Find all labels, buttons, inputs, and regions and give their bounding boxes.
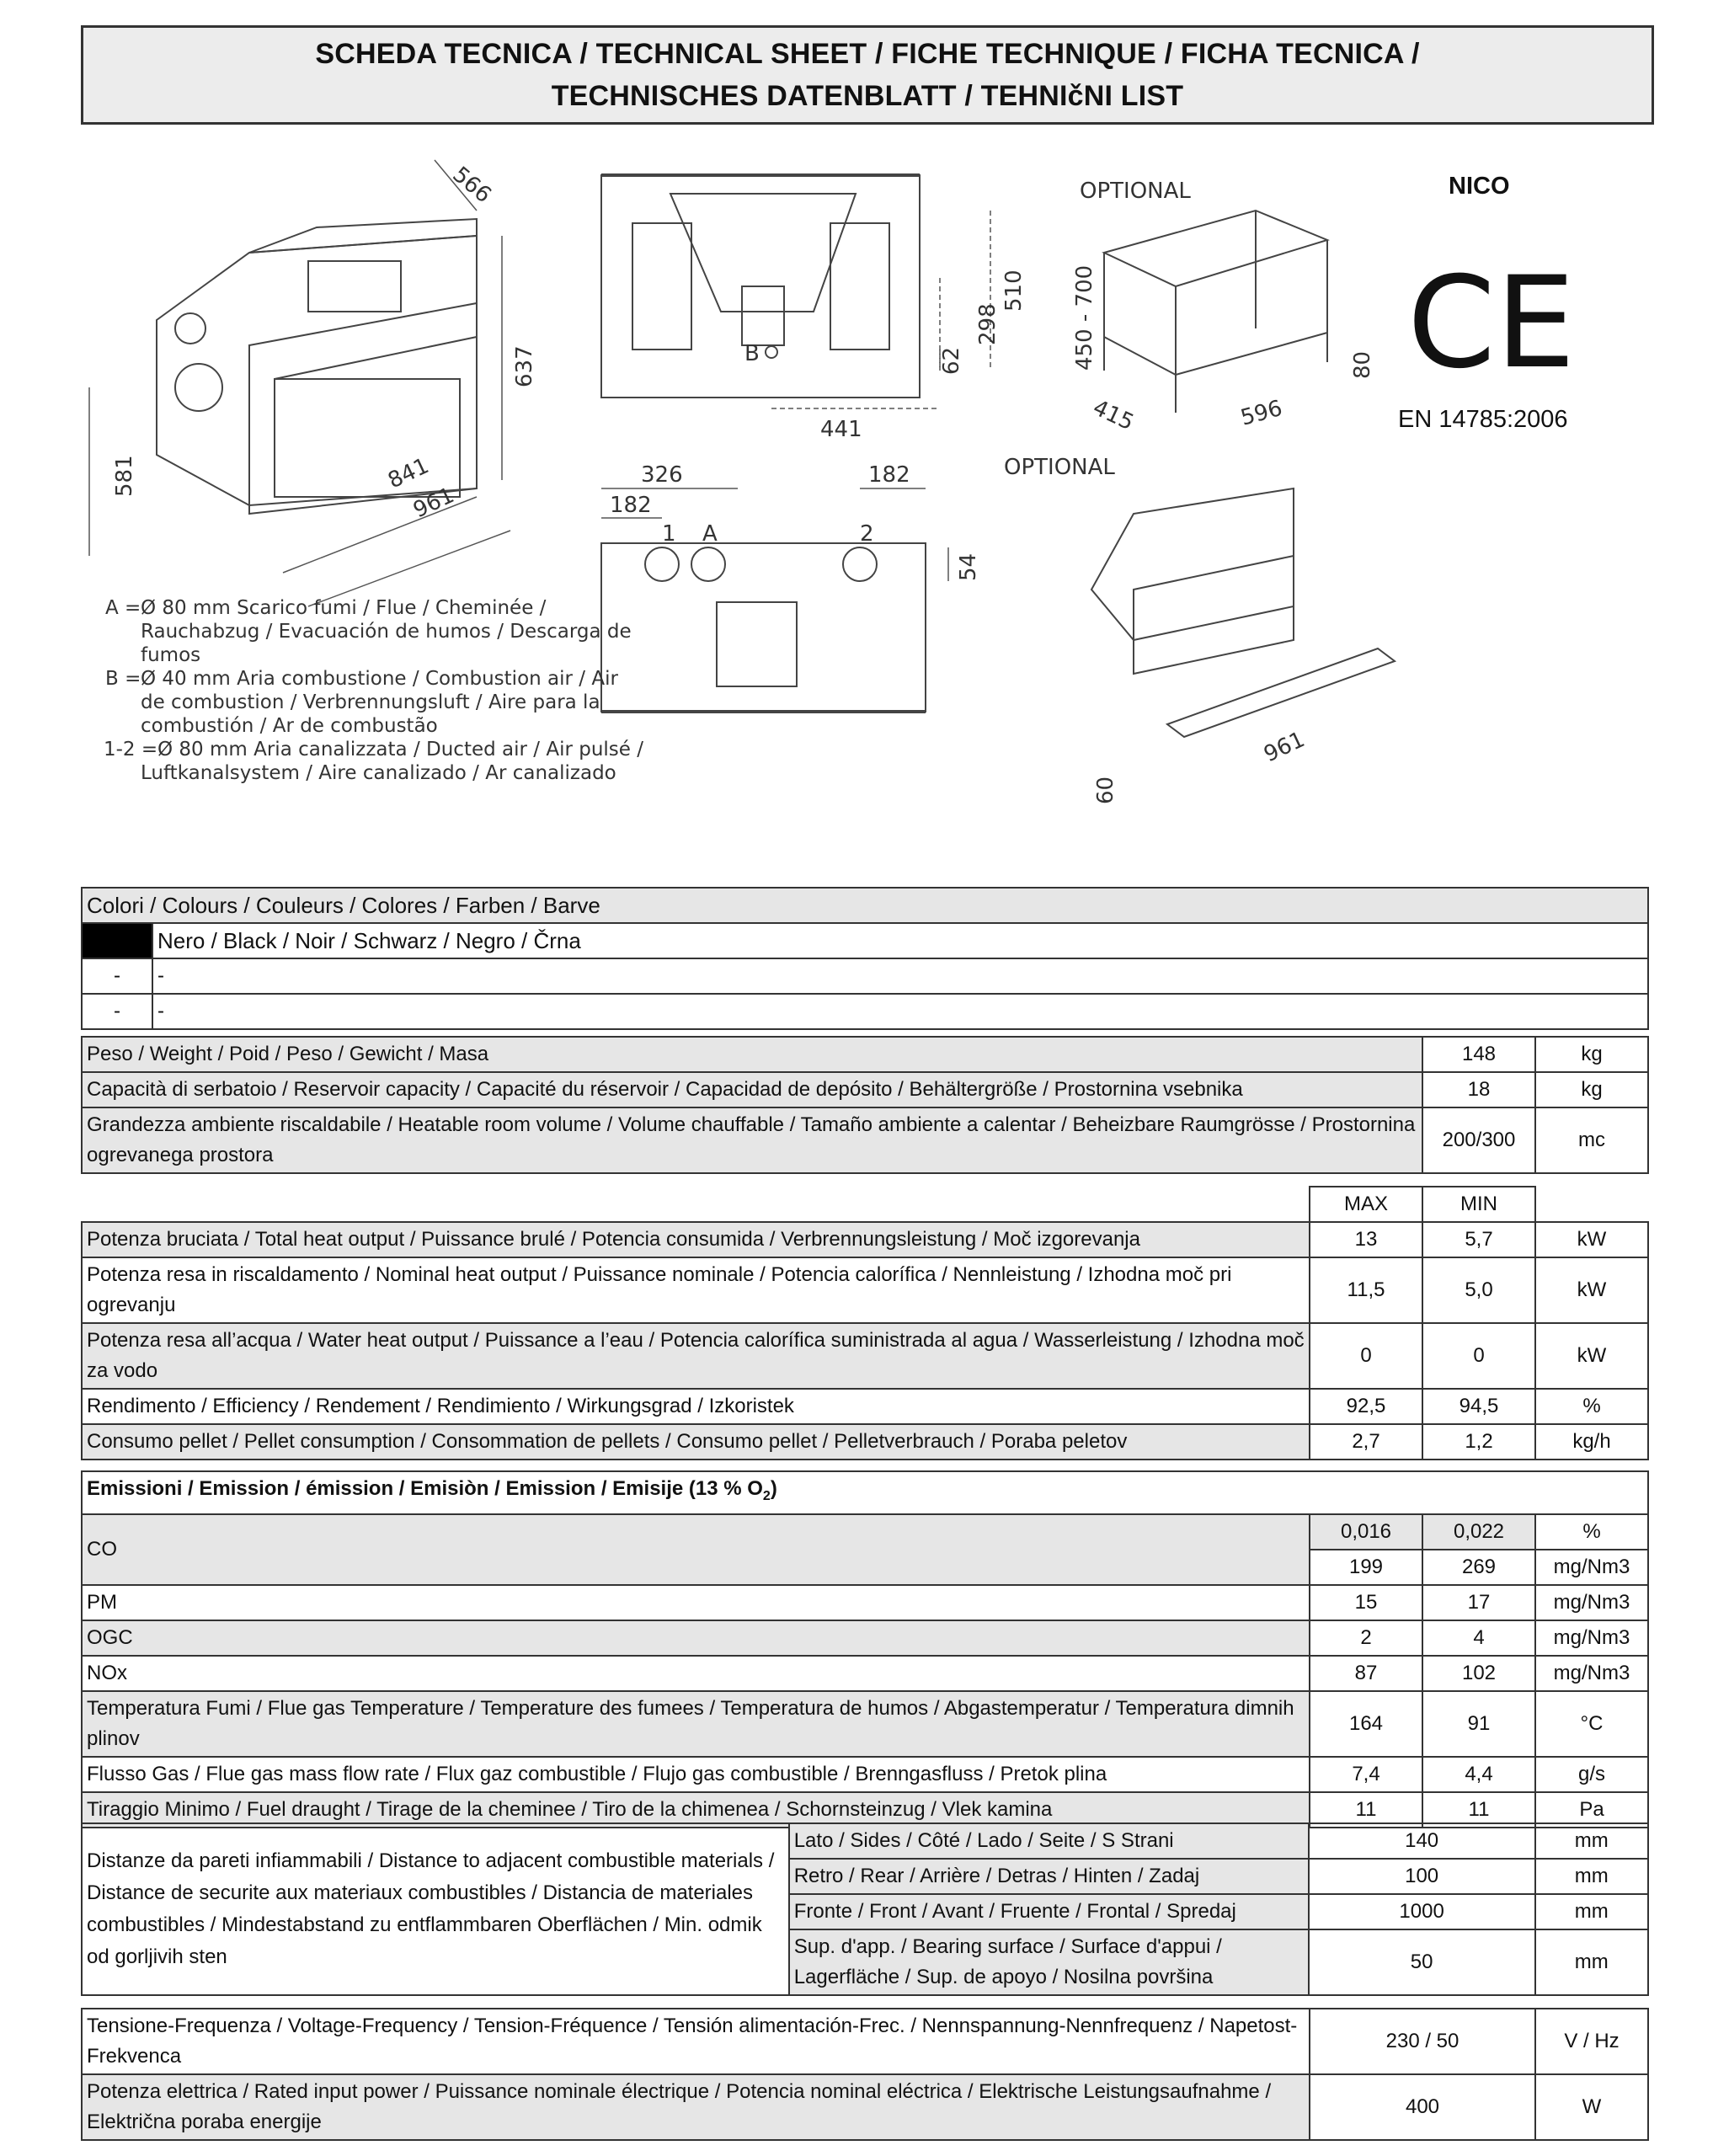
dim-326: 326 [641,462,683,488]
performance-max: 2,7 [1310,1424,1422,1460]
legend-item-b: B = Ø 40 mm Aria combustione / Combustion air / Air de combustion / Verbrennungsluft / Aire para la combustión / Ar de combustão [105,668,618,737]
dim-80: 80 [1350,350,1375,379]
colours-header: Colori / Colours / Couleurs / Colores / Farben / Barve [82,888,1648,923]
colour-label: Nero / Black / Noir / Schwarz / Negro / Črna [152,923,1648,958]
performance-unit: kg/h [1535,1424,1648,1460]
performance-label: Rendimento / Efficiency / Rendement / Rendimiento / Wirkungsgrad / Izkoristek [82,1389,1310,1424]
emission-unit: mg/Nm3 [1535,1656,1648,1691]
emission-co-min-mg: 269 [1422,1550,1535,1585]
emission-max: 15 [1310,1585,1422,1620]
performance-label: Potenza bruciata / Total heat output / Puissance brulé / Potencia consumida / Verbrennungsleistung / Moč izgorevanja [82,1222,1310,1257]
emission-unit: Pa [1535,1792,1648,1828]
performance-min: 5,7 [1422,1222,1535,1257]
emission-unit: g/s [1535,1757,1648,1792]
general-unit: kg [1535,1037,1648,1072]
norm-reference: EN 14785:2006 [1398,406,1568,433]
electrical-label: Tensione-Frequenza / Voltage-Frequency / Tension-Fréquence / Tensión alimentación-Frec. / Nennspannung-Nennfrequenz / Napetost-Frekvenca [82,2009,1310,2074]
emission-co-max-pct: 0,016 [1310,1514,1422,1550]
label-2: 2 [860,521,874,547]
emission-co-unit-pct: % [1535,1514,1648,1550]
front-view-dimensions [89,160,510,606]
distance-side: Sup. d'app. / Bearing surface / Surface d'appui / Lagerfläche / Sup. de apoyo / Nosilna površina [789,1929,1309,1995]
dim-510: 510 [1001,270,1027,312]
emissions-table [81,1470,1649,1828]
performance-max: 92,5 [1310,1389,1422,1424]
dim-182-right: 182 [868,462,910,488]
emission-label: Tiraggio Minimo / Fuel draught / Tirage de la cheminee / Tiro de la chimenea / Schornsteinzug / Vlek kamina [82,1792,1310,1828]
electrical-value: 230 / 50 [1310,2009,1535,2074]
emission-label: Flusso Gas / Flue gas mass flow rate / Flux gaz combustible / Flujo gas combustible / Brenngasfluss / Pretok plina [82,1757,1310,1792]
distances-label: Distanze da pareti infiammabili / Distance to adjacent combustible materials / Distance de securite aux materiaux combustibles / Distancia de materiales combustibles / Mindestabstand zu entflammbaren Oberflächen / Min. odmik od gorljivih sten [82,1823,789,1995]
general-label: Peso / Weight / Poid / Peso / Gewicht / Masa [82,1037,1422,1072]
emission-label: Temperatura Fumi / Flue gas Temperature / Temperature des fumees / Temperatura de humos / Abgastemperatur / Temperatura dimnih plinov [82,1691,1310,1757]
colour-swatch-empty: - [82,958,152,994]
emission-label: OGC [82,1620,1310,1656]
top-view-drawing [601,175,920,398]
general-value: 148 [1422,1037,1535,1072]
performance-min: 5,0 [1422,1257,1535,1323]
general-table [81,1036,1649,1174]
optional-frame-drawing [1091,488,1395,737]
sheet-title-line1: SCHEDA TECNICA / TECHNICAL SHEET / FICHE TECHNIQUE / FICHA TECNICA / [315,38,1420,70]
dim-415: 415 [1089,395,1138,436]
performance-unit: % [1535,1389,1648,1424]
general-label: Grandezza ambiente riscaldabile / Heatable room volume / Volume chauffable / Tamaño ambiente a calentar / Beheizbare Raumgrösse / Prostornina ogrevanega prostora [82,1107,1422,1173]
legend-item-a: A = Ø 80 mm Scarico fumi / Flue / Cheminée / Rauchabzug / Evacuación de humos / Descarga de fumos [105,597,632,666]
top-view-dimensions [771,211,990,408]
dim-637: 637 [512,345,537,387]
emission-min: 11 [1422,1792,1535,1828]
rear-view-dimensions [601,488,948,581]
optional-stand-drawing [1104,211,1327,413]
emission-label-co: CO [82,1514,1310,1585]
emission-max: 87 [1310,1656,1422,1691]
emission-co-min-pct: 0,022 [1422,1514,1535,1550]
sheet-title-line2: TECHNISCHES DATENBLATT / TEHNIčNI LIST [551,80,1184,112]
emission-min: 4 [1422,1620,1535,1656]
dim-450-700: 450 - 700 [1072,264,1097,371]
distance-unit: mm [1535,1894,1648,1929]
model-name: NICO [1449,173,1510,200]
performance-label: Potenza resa all’acqua / Water heat output / Puissance a l’eau / Potencia calorífica suministrada al agua / Wasserleistung / Izhodna moč za vodo [82,1323,1310,1389]
colour-label: - [152,958,1648,994]
colour-label: - [152,994,1648,1029]
distance-unit: mm [1535,1929,1648,1995]
general-unit: mc [1535,1107,1648,1173]
dim-596: 596 [1238,395,1285,431]
label-b: B [744,341,760,366]
emission-max: 11 [1310,1792,1422,1828]
performance-table [81,1186,1649,1460]
emission-max: 164 [1310,1691,1422,1757]
distance-unit: mm [1535,1823,1648,1859]
general-label: Capacità di serbatoio / Reservoir capacity / Capacité du réservoir / Capacidad de depósito / Behältergröße / Prostornina vsebnika [82,1072,1422,1107]
distance-value: 50 [1309,1929,1535,1995]
dim-581: 581 [112,455,137,497]
general-value: 200/300 [1422,1107,1535,1173]
legend-item-1-2: 1-2 = Ø 80 mm Aria canalizzata / Ducted air / Air pulsé / Luftkanalsystem / Aire canalizado / Ar canalizado [104,739,643,784]
dim-182-left: 182 [610,493,652,518]
col-min-header: MIN [1422,1187,1535,1222]
electrical-table [81,2008,1649,2141]
performance-label: Consumo pellet / Pellet consumption / Consommation de pellets / Consumo pellet / Pelletverbrauch / Poraba peletov [82,1424,1310,1460]
emission-label: PM [82,1585,1310,1620]
distance-value: 1000 [1309,1894,1535,1929]
col-max-header: MAX [1310,1187,1422,1222]
performance-min: 0 [1422,1323,1535,1389]
electrical-value: 400 [1310,2074,1535,2140]
emission-min: 4,4 [1422,1757,1535,1792]
general-unit: kg [1535,1072,1648,1107]
colours-table [81,887,1649,1030]
emission-unit: mg/Nm3 [1535,1620,1648,1656]
performance-unit: kW [1535,1323,1648,1389]
dim-961: 961 [409,483,458,524]
performance-unit: kW [1535,1222,1648,1257]
ce-mark: CE [1407,250,1576,397]
optional-stand-label: OPTIONAL [1080,179,1191,204]
dim-60: 60 [1093,776,1118,804]
dim-961-frame: 961 [1260,727,1309,768]
emission-min: 102 [1422,1656,1535,1691]
dim-441: 441 [820,417,862,442]
dim-298: 298 [975,303,1001,345]
emission-min: 17 [1422,1585,1535,1620]
electrical-unit: W [1535,2074,1648,2140]
distance-value: 100 [1309,1859,1535,1894]
dim-566: 566 [447,162,496,209]
emission-max: 2 [1310,1620,1422,1656]
distance-side: Retro / Rear / Arrière / Detras / Hinten / Zadaj [789,1859,1309,1894]
rear-view-drawing [601,543,926,712]
sheet-title-box [81,25,1654,125]
label-a: A [702,521,718,547]
dim-54: 54 [956,552,981,581]
label-1: 1 [662,521,676,547]
connections-legend [105,596,644,785]
emission-co-max-mg: 199 [1310,1550,1422,1585]
dim-841: 841 [384,453,433,494]
emissions-header: Emissioni / Emission / émission / Emisiòn / Emission / Emisije (13 % $O_2$) [82,1471,1648,1514]
emission-min: 91 [1422,1691,1535,1757]
performance-min: 1,2 [1422,1424,1535,1460]
emission-label: NOx [82,1656,1310,1691]
emission-unit: mg/Nm3 [1535,1585,1648,1620]
performance-max: 13 [1310,1222,1422,1257]
electrical-label: Potenza elettrica / Rated input power / Puissance nominale électrique / Potencia nominal eléctrica / Elektrische Leistungsaufnahme / Električna poraba energije [82,2074,1310,2140]
performance-label: Potenza resa in riscaldamento / Nominal heat output / Puissance nominale / Potencia calorífica / Nennleistung / Izhodna moč pri ogrevanju [82,1257,1310,1323]
distance-unit: mm [1535,1859,1648,1894]
performance-unit: kW [1535,1257,1648,1323]
distance-value: 140 [1309,1823,1535,1859]
colour-swatch-empty: - [82,994,152,1029]
emission-co-unit-mg: mg/Nm3 [1535,1550,1648,1585]
distance-side: Lato / Sides / Côté / Lado / Seite / S Strani [789,1823,1309,1859]
optional-frame-label: OPTIONAL [1004,455,1115,480]
performance-max: 11,5 [1310,1257,1422,1323]
colour-swatch-black [82,923,152,958]
general-value: 18 [1422,1072,1535,1107]
distances-table [81,1822,1649,1996]
distance-side: Fronte / Front / Avant / Fruente / Frontal / Spredaj [789,1894,1309,1929]
performance-max: 0 [1310,1323,1422,1389]
electrical-unit: V / Hz [1535,2009,1648,2074]
performance-min: 94,5 [1422,1389,1535,1424]
dim-62: 62 [939,346,964,375]
emission-unit: °C [1535,1691,1648,1757]
emission-max: 7,4 [1310,1757,1422,1792]
